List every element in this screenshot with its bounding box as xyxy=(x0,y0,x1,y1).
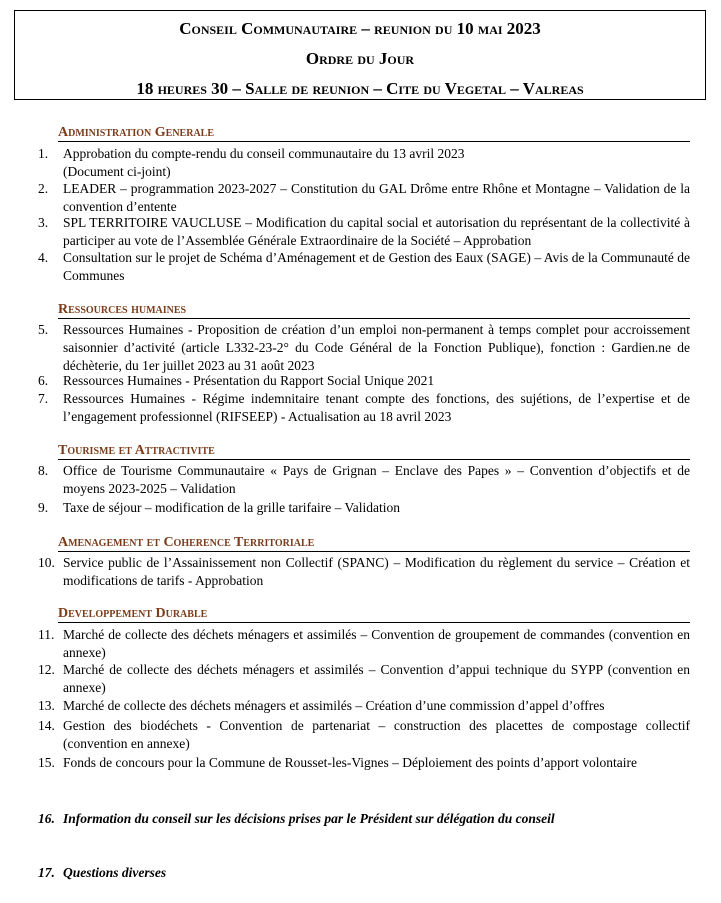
item-number: 10. xyxy=(38,555,55,570)
section-title: Tourisme et Attractivite xyxy=(58,443,690,460)
item-text: Gestion des biodéchets - Convention de partenariat – construction des placettes de compostage collectif (convention en annexe) xyxy=(63,718,690,751)
header-subtitle: Ordre du Jour xyxy=(305,49,415,68)
item-text: Ressources Humaines - Régime indemnitaire tenant compte des fonctions, des sujétions, de l’expertise et de l’engagement professionnel (RIFSEEP) - Actualisation au 18 avril 2023 xyxy=(63,391,690,424)
item-number: 15. xyxy=(38,755,55,770)
item-text: Office de Tourisme Communautaire « Pays de Grignan – Enclave des Papes » – Convention d’objectifs et de moyens 2023-2025 – Validation xyxy=(63,463,690,496)
item-text: Marché de collecte des déchets ménagers et assimilés – Convention de groupement de commandes (convention en annexe) xyxy=(63,627,690,660)
item-number: 11. xyxy=(38,627,55,642)
item-text: Taxe de séjour – modification de la grille tarifaire – Validation xyxy=(63,500,400,515)
item-text: Marché de collecte des déchets ménagers et assimilés – Convention d’appui technique du SYPP (convention en annexe) xyxy=(63,662,690,695)
item-text: LEADER – programmation 2023-2027 – Constitution du GAL Drôme entre Rhône et Montagne – Validation de la convention d’entente xyxy=(63,181,690,214)
item-number: 3. xyxy=(38,215,49,230)
item-number: 6. xyxy=(38,373,49,388)
section-title: Administration Generale xyxy=(58,125,690,142)
item-number: 12. xyxy=(38,662,55,677)
section-title: Amenagement et Coherence Territoriale xyxy=(58,535,690,552)
section-administration xyxy=(58,125,690,142)
header-title: Conseil Communautaire – reunion du 10 mai 2023 xyxy=(179,19,541,38)
item-number: 14. xyxy=(38,718,55,733)
section-title: Ressources humaines xyxy=(58,302,690,319)
item-text: SPL TERRITOIRE VAUCLUSE – Modification du capital social et autorisation du représentant de la collectivité à participer au vote de l’Assemblée Générale Extraordinaire de la Société – Approbation xyxy=(63,215,690,248)
section-title: Developpement Durable xyxy=(58,606,690,623)
item-text: Ressources Humaines - Proposition de création d’un emploi non-permanent à temps complet pour accroissement saisonnier d’activité (article L332-23-2° du Code Général de la Fonction Publique), fonction : Gardien.ne de déchèterie, du 1er juillet 2023 au 31 août 2023 xyxy=(63,322,690,373)
item-number: 1. xyxy=(38,146,49,161)
section-amenagement xyxy=(58,535,690,552)
item-subtext: (Document ci-joint) xyxy=(63,164,171,179)
item-number: 13. xyxy=(38,698,55,713)
header-time-place: 18 heures 30 – Salle de reunion – Cite du Vegetal – Valreas xyxy=(136,79,584,98)
section-ressources-humaines xyxy=(58,302,690,319)
item-text: Ressources Humaines - Présentation du Rapport Social Unique 2021 xyxy=(63,373,435,388)
item-text: Consultation sur le projet de Schéma d’Aménagement et de Gestion des Eaux (SAGE) – Avis de la Communauté de Communes xyxy=(63,250,690,283)
item-number: 8. xyxy=(38,463,49,478)
item-text: Information du conseil sur les décisions prises par le Président sur délégation du conseil xyxy=(63,811,555,826)
item-text: Service public de l’Assainissement non Collectif (SPANC) – Modification du règlement du service – Création et modifications de tarifs - Approbation xyxy=(63,555,690,588)
item-text: Marché de collecte des déchets ménagers et assimilés – Création d’une commission d’appel d’offres xyxy=(63,698,605,713)
item-number: 7. xyxy=(38,391,49,406)
section-developpement-durable xyxy=(58,606,690,623)
item-number: 4. xyxy=(38,250,49,265)
item-text: Fonds de concours pour la Commune de Rousset-les-Vignes – Déploiement des points d’apport volontaire xyxy=(63,755,637,770)
item-number: 2. xyxy=(38,181,49,196)
item-text: Approbation du compte-rendu du conseil communautaire du 13 avril 2023 (Document ci-joint) xyxy=(63,145,690,181)
item-number: 5. xyxy=(38,322,49,337)
section-tourisme xyxy=(58,443,690,460)
item-number: 16. xyxy=(38,811,55,826)
item-text: Questions diverses xyxy=(63,865,167,880)
agenda-header-box xyxy=(14,10,706,100)
item-number: 9. xyxy=(38,500,49,515)
item-number: 17. xyxy=(38,865,55,880)
